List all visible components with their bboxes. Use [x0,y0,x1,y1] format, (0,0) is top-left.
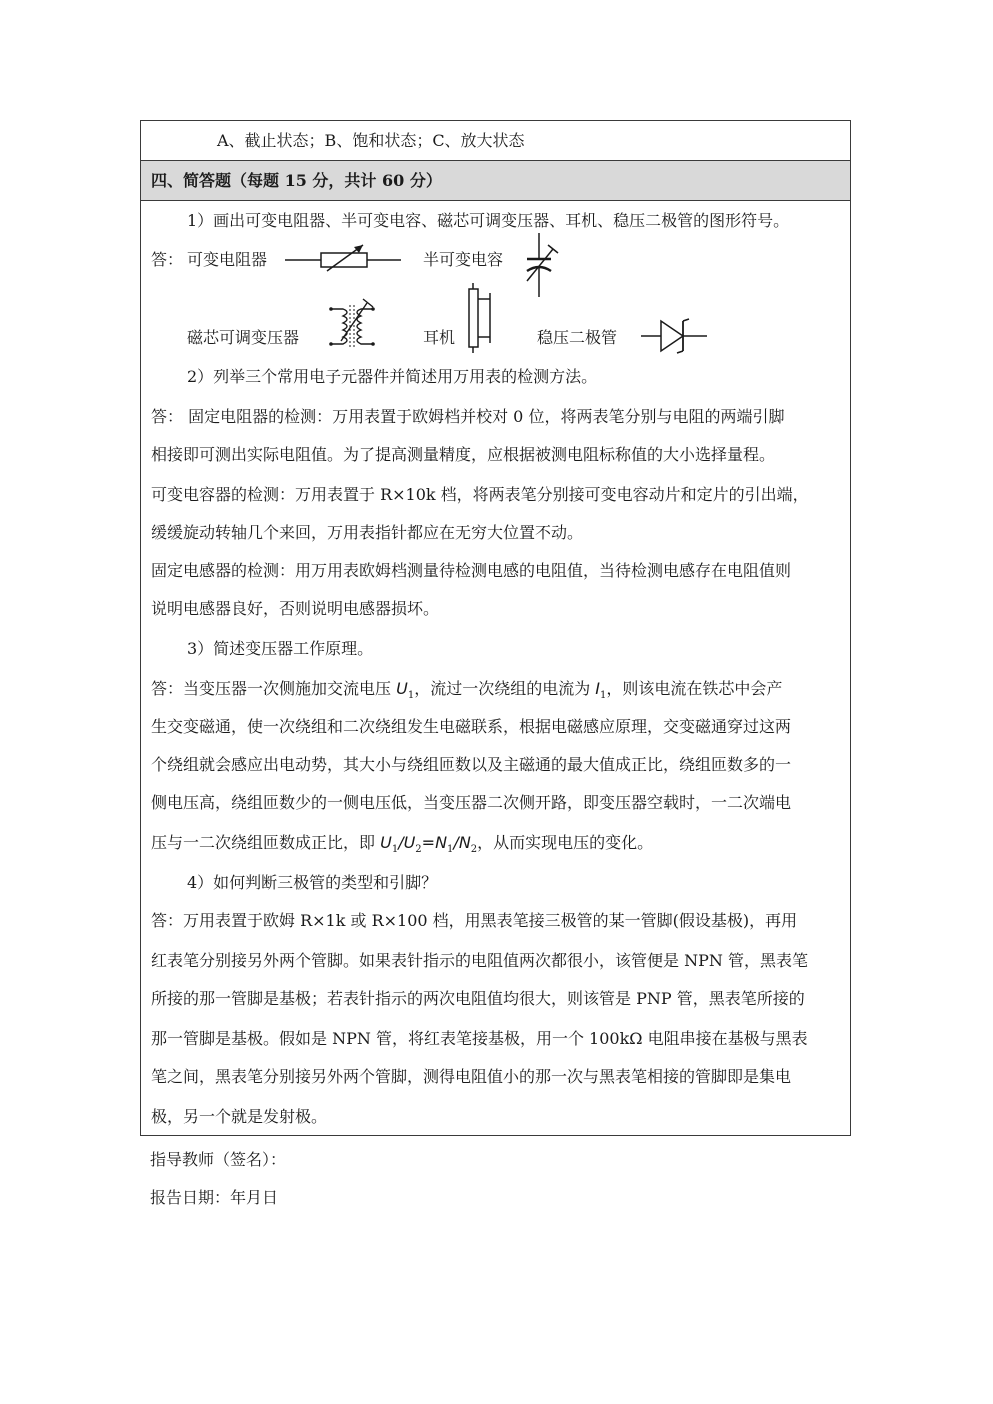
q3-line-1-a: 答：当变压器一次侧施加交流电压 [151,679,397,698]
q2-line-1: 答： 固定电阻器的检测：万用表置于欧姆档并校对 0 位，将两表笔分别与电阻的两端引脚 [151,407,785,426]
formula-n2-sub: 2 [470,844,478,856]
label-variable-resistor: 可变电阻器 [187,250,268,269]
q2-line-5: 固定电感器的检测：用万用表欧姆档测量待检测电感的电阻值，当待检测电感存在电阻值则 [151,561,792,580]
formula-n1-sub: 1 [447,844,454,856]
signature-label: 指导教师（签名）： [150,1150,287,1169]
q3-line-1-b: ，流过一次绕组的电流为 [414,679,596,698]
semi-variable-capacitor-symbol [521,233,561,299]
q4-line-1: 答：万用表置于欧姆 R×1k 或 R×100 档，用黑表笔接三极管的某一管脚(假设基极)，再用 [151,911,798,930]
q2-line-2: 相接即可测出实际电阻值。为了提高测量精度，应根据被测电阻标称值的大小选择量程。 [151,445,776,464]
status-options: A、截止状态；B、饱和状态；C、放大状态 [217,131,525,150]
formula-n2: N [458,833,471,852]
q4-line-3: 所接的那一管脚是基极；若表针指示的两次电阻值均很大，则该管是 PNP 管，黑表笔所接的 [151,989,805,1008]
formula-u2: U [403,833,416,852]
zener-diode-symbol [641,317,711,357]
q4-line-5: 笔之间，黑表笔分别接另外两个管脚，测得电阻值小的那一次与黑表笔相接的管脚即是集电 [151,1067,792,1086]
q3-line-5 [151,833,653,860]
variable-resistor-symbol [285,241,405,277]
q3-line-2: 生交变磁通，使一次绕组和二次绕组发生电磁联系，根据电磁感应原理，交变磁通穿过这两 [151,717,792,736]
q3-line-5-a: 压与一二次绕组匝数成正比，即 [151,833,381,852]
q3-line-5-b: ，从而实现电压的变化。 [477,833,654,852]
section-title: 四、简答题（每题 15 分，共计 60 分） [151,171,442,190]
q2-line-6: 说明电感器良好，否则说明电感器损坏。 [151,599,440,618]
symbol-i1: I [595,679,600,698]
q4-line-4: 那一管脚是基极。假如是 NPN 管，将红表笔接基极，用一个 100kΩ 电阻串接在基极与黑表 [151,1029,808,1048]
q2-line-3: 可变电容器的检测：万用表置于 R×10k 档，将两表笔分别接可变电容动片和定片的引出端， [151,485,809,504]
q3-line-1-c: ，则该电流在铁芯中会产 [606,679,783,698]
core-transformer-symbol [323,295,383,359]
formula-n1: N [435,833,448,852]
earphone-symbol [463,283,503,353]
q3-line-4: 侧电压高，绕组匝数少的一侧电压低，当变压器二次侧开路，即变压器空载时，一二次端电 [151,793,792,812]
label-earphone: 耳机 [423,328,456,347]
answer-table [140,120,851,1136]
q2-line-4: 缓缓旋动转轴几个来回，万用表指针都应在无穷大位置不动。 [151,523,584,542]
label-semi-variable-capacitor: 半可变电容 [423,250,504,269]
formula-equals: = [421,833,436,852]
q3-line-3: 个绕组就会感应出电动势，其大小与绕组匝数以及主磁通的最大值成正比，绕组匝数多的一 [151,755,792,774]
section-header-row [141,161,850,201]
options-row [141,121,850,161]
q4-question: 4）如何判断三极管的类型和引脚？ [187,873,438,892]
formula-u1-sub: 1 [391,844,399,856]
formula-slash-2: / [453,833,459,852]
q3-question: 3）简述变压器工作原理。 [187,639,374,658]
q3-line-1 [151,679,782,706]
symbol-u1: U [396,679,408,698]
formula-slash-1: / [398,833,404,852]
symbol-u1-sub: 1 [407,690,415,702]
formula-u2-sub: 2 [415,844,422,856]
q2-question: 2）列举三个常用电子元器件并简述用万用表的检测方法。 [187,367,598,386]
q1-question: 1）画出可变电阻器、半可变电容、磁芯可调变压器、耳机、稳压二极管的图形符号。 [187,211,790,230]
label-zener-diode: 稳压二极管 [537,328,618,347]
label-magnetic-core-transformer: 磁芯可调变压器 [187,328,300,347]
symbol-i1-sub: 1 [600,690,607,702]
q1-answer-prefix: 答： [151,250,184,269]
q4-line-2: 红表笔分别接另外两个管脚。如果表针指示的电阻值两次都很小，该管便是 NPN 管，黑表笔 [151,951,808,970]
q4-line-6: 极，另一个就是发射极。 [151,1107,328,1126]
report-date-label: 报告日期：年月日 [150,1188,279,1207]
formula-u1: U [380,833,392,852]
